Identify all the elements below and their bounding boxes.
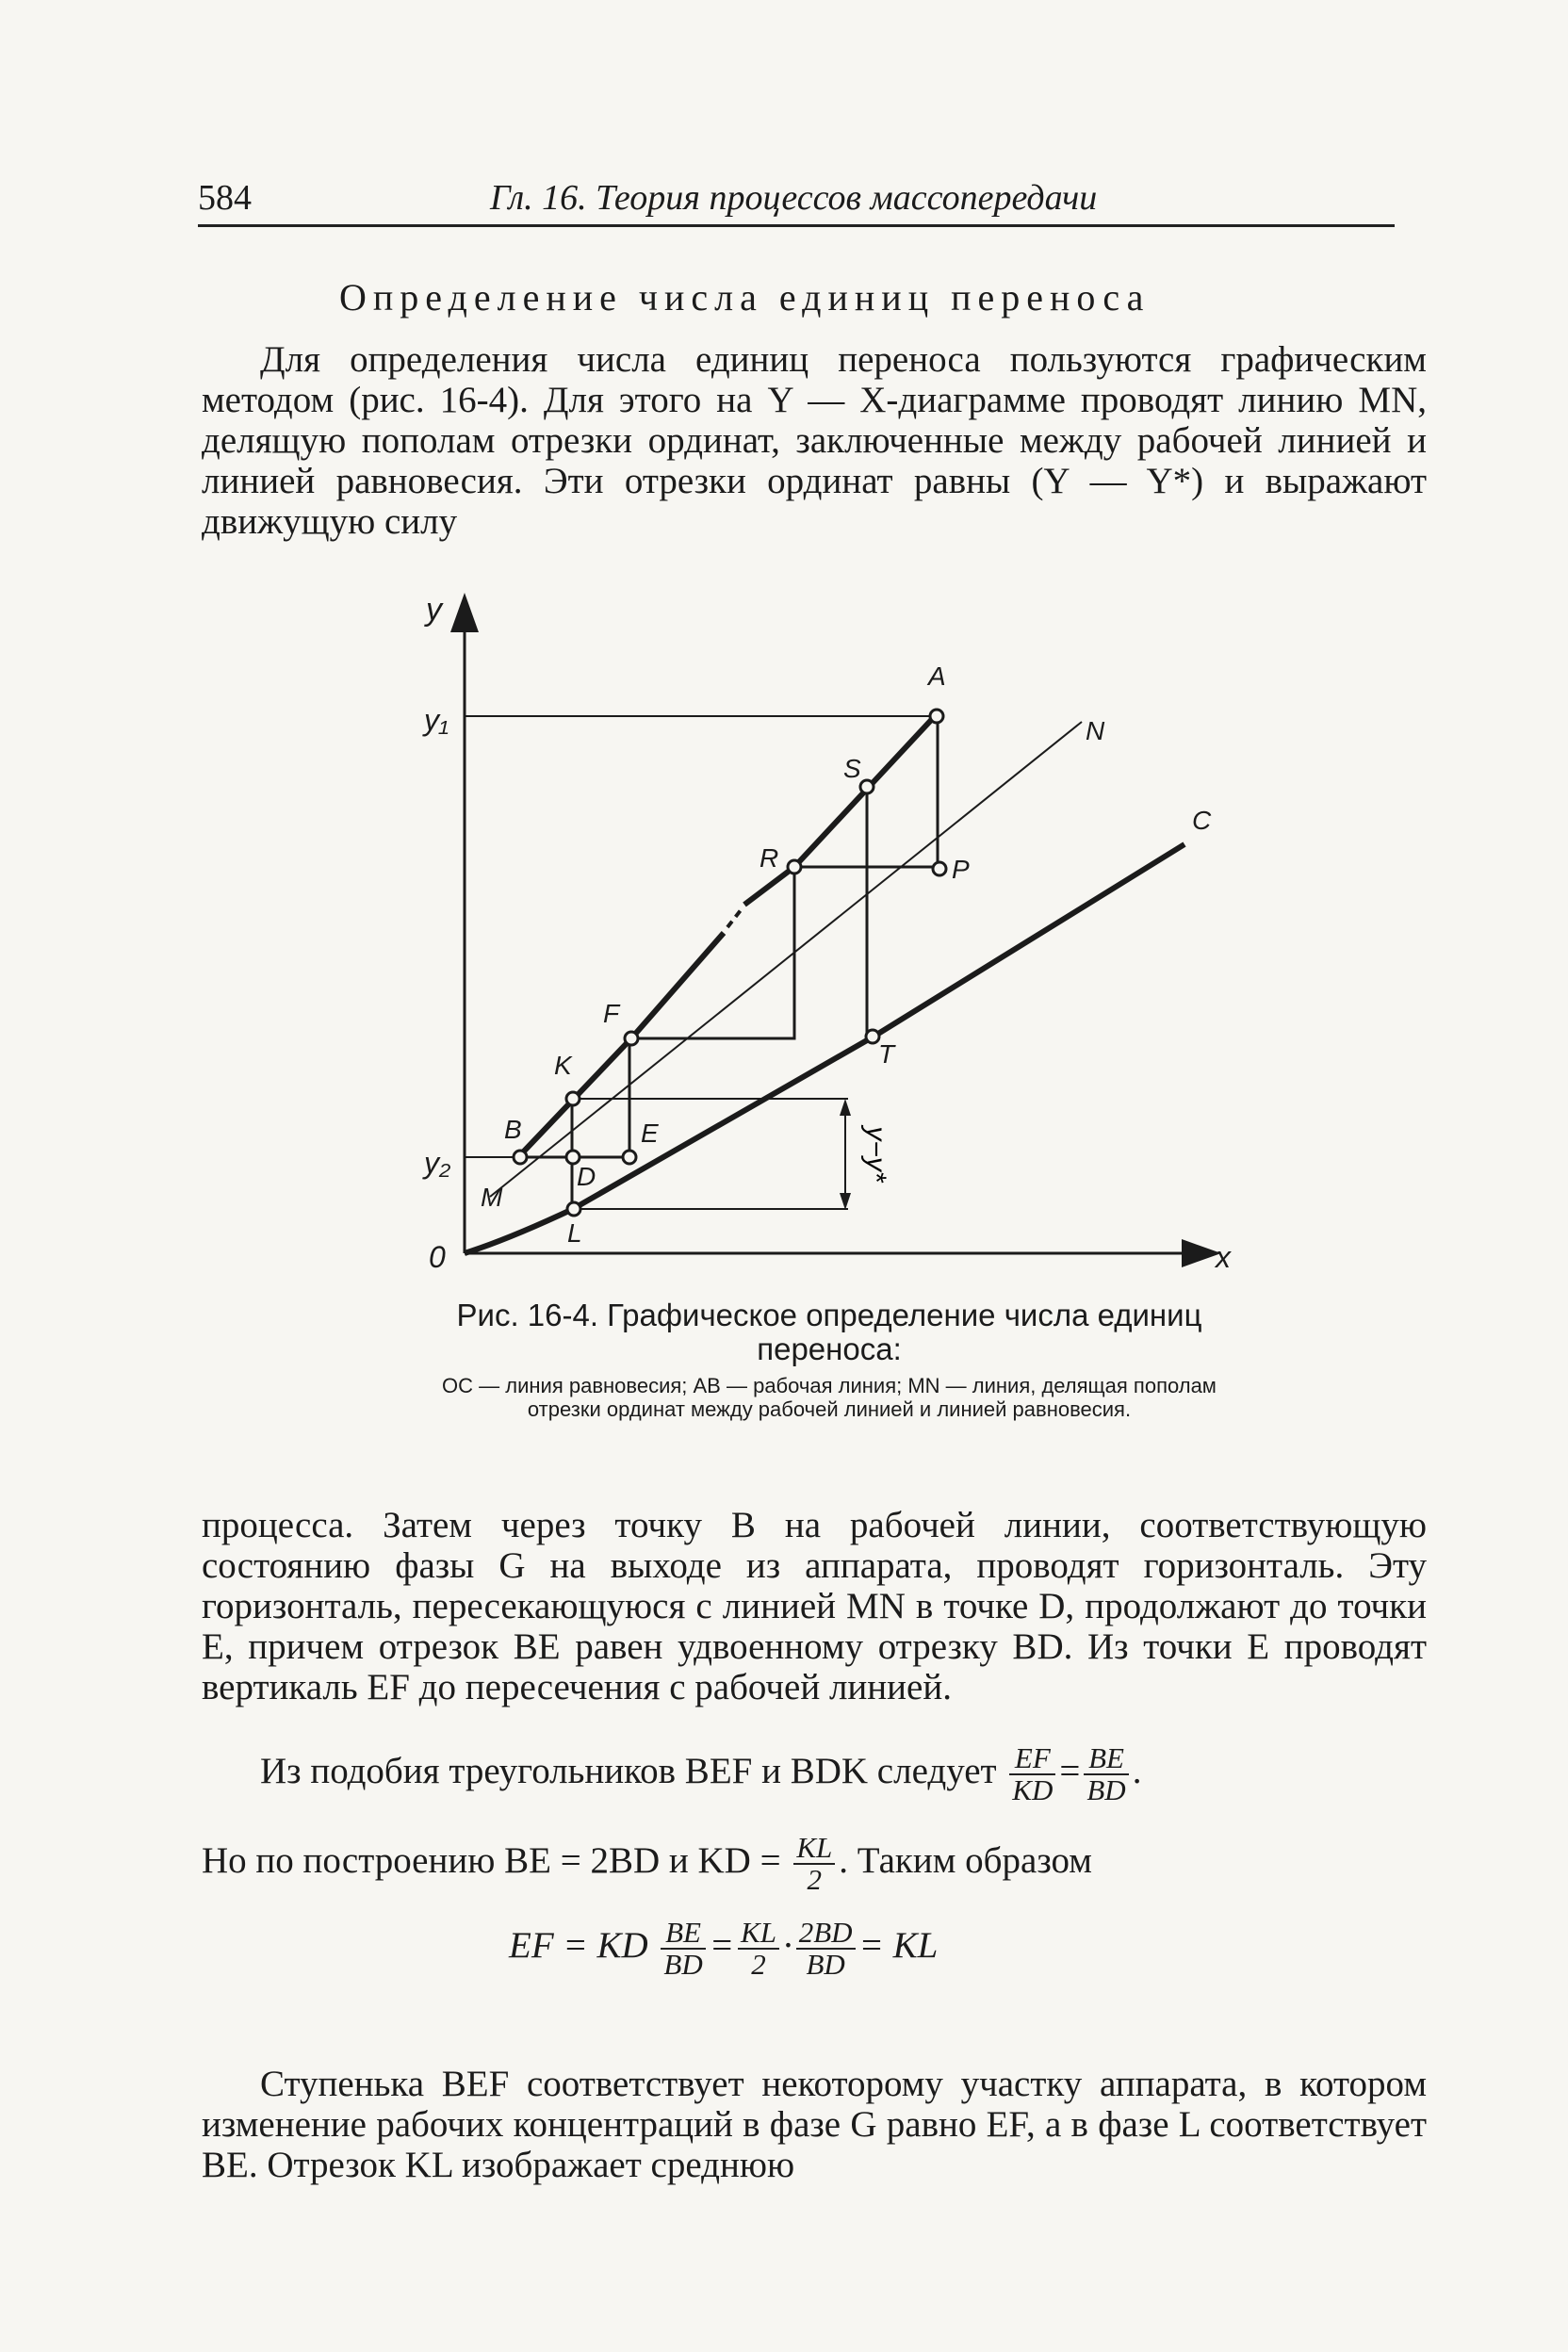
label-c: C <box>1192 806 1212 835</box>
label-a: A <box>928 662 946 691</box>
section-title: Определение числа единиц переноса <box>339 276 1151 318</box>
figure-caption-legend: OC — линия равновесия; AB — рабочая линия; MN — линия, делящая пополам отрезки ординат между рабочей линией и линией равновесия. <box>442 1374 1217 1421</box>
label-b: B <box>504 1115 522 1144</box>
paragraph-3 <box>202 2064 1427 2185</box>
eq3-lhs: EF = KD <box>509 1924 648 1966</box>
line-ab <box>518 933 724 1157</box>
bracket-arrow-up <box>840 1099 851 1116</box>
header-rule <box>198 224 1395 227</box>
eq3-rhs: = KL <box>858 1924 939 1966</box>
paragraph-2-text: процесса. Затем через точку B на рабочей линии, соответствующую состоянию фазы G на выходе из аппарата, проводят горизонталь. Эту горизонталь, пересекающуюся с линией MN в точке D, продолжают до точки E, причем отрезок BE равен удвоенному отрезку BD. Из точки E проводят вертикаль EF до пересечения с рабочей линией. <box>202 1505 1427 1707</box>
point-l <box>567 1202 580 1216</box>
running-title: Гл. 16. Теория процессов массопередачи <box>490 178 1098 218</box>
figure-16-4 <box>405 584 1253 1282</box>
label-l: L <box>567 1218 582 1248</box>
label-y1: y₁ <box>424 703 449 737</box>
page-number: 584 <box>198 178 252 218</box>
point-k <box>566 1092 580 1105</box>
point-f <box>625 1032 638 1045</box>
label-m: M <box>481 1183 503 1212</box>
bracket-arrow-down <box>840 1193 851 1210</box>
label-k: K <box>554 1051 572 1080</box>
equation-line-2 <box>202 1833 1427 1895</box>
paragraph-1-text: Для определения числа единиц переноса пользуются графическим методом (рис. 16-4). Для этого на Y — X-диаграмме проводят линию MN, делящую пополам отрезки ординат, заключенные между рабочей линией и линией равновесия. Эти отрезки ординат равны (Y — Y*) и выражают движущую силу <box>202 339 1427 542</box>
equation-line-3: EF = KD $\frac{BE}{BD}$ = $\frac{KL}{2}$ · $\frac{2BD}{BD}$ = KL <box>509 1916 939 1981</box>
point-b <box>514 1151 527 1164</box>
line-ab-dash <box>727 910 741 927</box>
label-x-axis: x <box>1216 1240 1231 1274</box>
label-d: D <box>577 1162 596 1191</box>
step-middle <box>631 867 940 1038</box>
point-a <box>930 710 943 723</box>
paragraph-1 <box>202 339 1427 542</box>
label-origin: 0 <box>429 1240 446 1274</box>
figure-caption: Рис. 16-4. Графическое определение числа единиц переноса: <box>456 1298 1202 1366</box>
point-s <box>860 780 874 793</box>
point-r <box>788 860 801 874</box>
line-ab-upper <box>744 716 935 905</box>
eq3-fraction-2bd-bd: $\frac{2BD}{BD}$ <box>796 1918 856 1980</box>
point-p <box>933 862 946 875</box>
eq3-fraction-kl-2: $\frac{KL}{2}$ <box>738 1918 779 1980</box>
bracket-label: y−y* <box>860 1126 891 1183</box>
eq1-fraction-ef-kd: $\frac{EF}{KD}$ <box>1009 1743 1055 1805</box>
label-f: F <box>603 999 620 1028</box>
eq2-suffix: . Таким образом <box>839 1839 1092 1881</box>
label-t: T <box>878 1039 895 1069</box>
label-y-axis: y <box>426 592 442 628</box>
eq1-prefix: Из подобия треугольников BEF и BDK следует <box>260 1750 997 1791</box>
label-r: R <box>760 843 779 873</box>
eq1-fraction-be-bd: $\frac{BE}{BD}$ <box>1084 1743 1128 1805</box>
equation-line-1: Из подобия треугольников BEF и BDK следует $\frac{EF}{KD}$ = $\frac{BE}{BD}$ . <box>260 1741 1142 1806</box>
paragraph-3-text: Ступенька BEF соответствует некоторому участку аппарата, в котором изменение рабочих концентраций в фазе G равно EF, а в фазе L соответствует BE. Отрезок KL изображает среднюю <box>202 2064 1427 2185</box>
eq2-fraction-kl-2: $\frac{KL}{2}$ <box>793 1833 835 1895</box>
paragraph-2 <box>202 1505 1427 1707</box>
label-e: E <box>641 1119 659 1148</box>
label-p: P <box>952 855 970 884</box>
point-t <box>866 1030 879 1043</box>
eq3-fraction-be-bd: $\frac{BE}{BD}$ <box>661 1918 705 1980</box>
label-s: S <box>843 754 861 783</box>
eq2-prefix: Но по построению BE = 2BD и KD = <box>202 1839 781 1881</box>
line-mn <box>490 722 1082 1197</box>
label-y2: y₂ <box>424 1146 451 1180</box>
point-e <box>623 1151 636 1164</box>
label-n: N <box>1086 716 1105 745</box>
eq1-suffix: . <box>1132 1750 1142 1791</box>
